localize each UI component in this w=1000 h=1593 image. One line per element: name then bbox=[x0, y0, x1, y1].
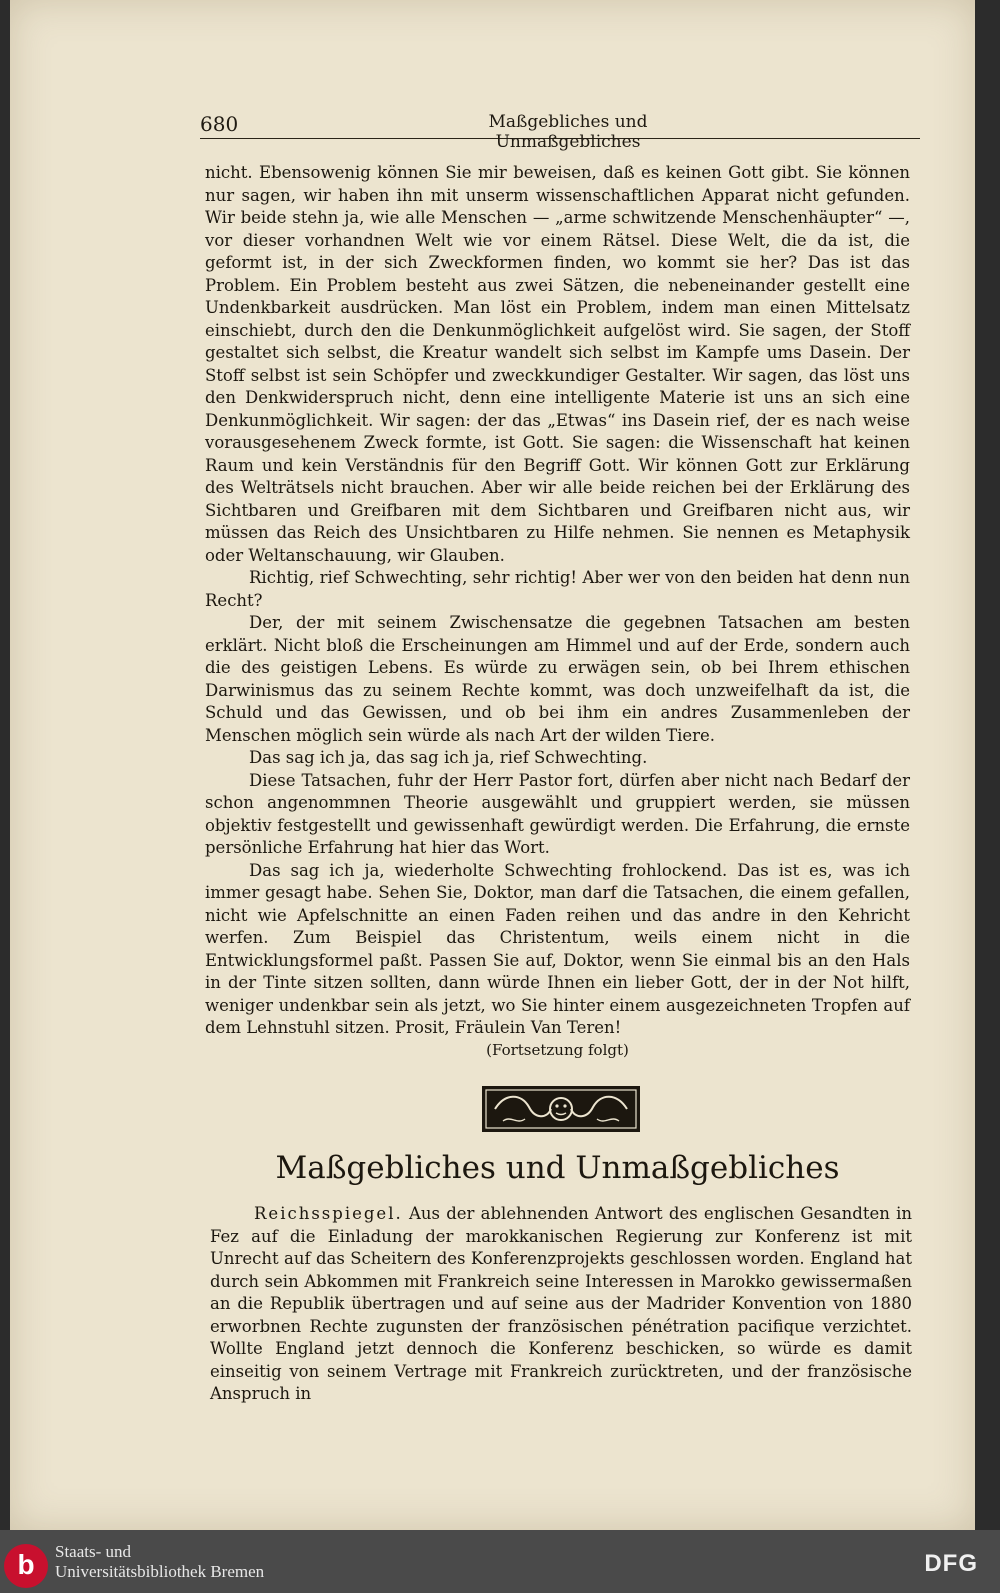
paragraph-2: Richtig, rief Schwechting, sehr richtig! Aber wer von den beiden hat denn nun Recht? bbox=[205, 568, 910, 610]
section-title: Maßgebliches und Unmaßgebliches bbox=[275, 1150, 840, 1186]
dfg-logo[interactable]: DFG bbox=[924, 1550, 978, 1577]
paragraph-5: Diese Tatsachen, fuhr der Herr Pastor fort, dürfen aber nicht nach Bedarf der schon angenommnen Theorie ausgewählt und gruppiert werden, sie müssen objektiv festgestellt und gewissenhaft gewürdigt werden. Die Erfahrung, die ernste persönliche Erfahrung hat hier das Wort. bbox=[205, 770, 910, 857]
viewer-footer bbox=[0, 1530, 1000, 1593]
paragraph-3: Der, der mit seinem Zwischensatze die gegebnen Tatsachen am besten erklärt. Nicht bloß die Erscheinungen am Himmel und auf der Erde, sondern auch die des geistigen Lebens. Es würde zu erwägen sein, ob bei Ihrem ethischen Darwinismus das zu seinem Rechte kommt, was doch unzweifelhaft da ist, die Schuld und das Gewissen, und ob bei ihm ein andres Zusammenleben der Menschen möglich sein würde als nach Art der wilden Tiere. bbox=[205, 613, 910, 745]
institution-line-1: Staats- und bbox=[55, 1542, 132, 1561]
institution-line-2: Universitätsbibliothek Bremen bbox=[55, 1562, 265, 1581]
paragraph-4: Das sag ich ja, das sag ich ja, rief Schwechting. bbox=[249, 748, 648, 767]
continuation-note: (Fortsetzung folgt) bbox=[486, 1041, 629, 1059]
paragraph-6: Das sag ich ja, wiederholte Schwechting frohlockend. Das ist es, was ich immer gesagt habe. Sehen Sie, Doktor, man darf die Tatsachen, die einem gefallen, nicht wie Apfelschnitte an einen Faden reihen und das andre in den Kehricht werfen. Zum Beispiel das Christentum, weils einem nicht in die Entwicklungsformel paßt. Passen Sie auf, Doktor, wenn Sie einmal bis an den Hals in der Tinte sitzen sollten, dann würde Ihnen ein lieber Gott, der in der Not hilft, weniger undenkbar sein als jetzt, wo Sie hinter einem ausgezeichneten Tropfen auf dem Lehnstuhl sitzen. Prosit, Fräulein Van Teren! bbox=[205, 860, 910, 1037]
section-paragraph bbox=[210, 1203, 912, 1406]
section-text: Aus der ablehnenden Antwort des englischen Gesandten in Fez auf die Einladung der marokkanischen Regierung zur Konferenz ist mit Unrecht auf das Scheitern des Konferenzprojekts geschlossen worden. England hat durch sein Abkommen mit Frankreich seine Interessen in Marokko gewissermaßen an die Republik übertragen und auf seine aus der Madrider Konvention von 1880 erworbnen Rechte zugunsten der französischen pénétration pacifique verzichtet. Wollte England jetzt dennoch die Konferenz beschicken, so würde es damit einseitig von seinem Vertrage mit Frankreich zurücktreten, und der französische Anspruch in bbox=[210, 1204, 912, 1403]
lead-word: Reichsspiegel. bbox=[254, 1204, 403, 1223]
running-head bbox=[200, 112, 920, 152]
article-body bbox=[205, 162, 910, 1040]
logo-letter: b bbox=[17, 1549, 35, 1580]
paragraph-1: nicht. Ebensowenig können Sie mir beweisen, daß es keinen Gott gibt. Sie können nur sagen, wir haben ihn mit unserm wissenschaftlichen Apparat nicht gefunden. Wir beide stehn ja, wie alle Menschen — „arme schwitzende Menschenhäupter“ —, vor dieser vorhandnen Welt wie vor einem Rätsel. Diese Welt, die da ist, die geformt ist, in der sich Zweckformen finden, wo kommt sie her? Das ist das Problem. Ein Problem besteht aus zwei Sätzen, die nebeneinander gestellt eine Undenkbarkeit ausdrücken. Man löst ein Problem, indem man einen Mittelsatz einschiebt, durch den die Denkunmöglichkeit aufgelöst wird. Sie sagen, der Stoff gestaltet sich selbst, die Kreatur wandelt sich selbst im Kampfe ums Dasein. Der Stoff selbst ist sein Schöpfer und zweckkundiger Gestalter. Wir sagen, das löst uns den Denkwiderspruch nicht, denn eine intelligente Materie ist uns an sich eine Denkunmöglichkeit. Wir sagen: der das „Etwas“ ins Dasein rief, der es nach weise vorausgesehenem Zweck formte, ist Gott. Sie sagen: die Wissenschaft hat keinen Raum und kein Verständnis für den Begriff Gott. Wir können Gott zur Erklärung des Welträtsels nicht brauchen. Aber wir alle beide reichen bei der Erklärung des Sichtbaren und Greifbaren mit dem Sichtbaren und Greifbaren nicht aus, wir müssen das Reich des Unsichtbaren zu Hilfe nehmen. Sie nennen es Metaphysik oder Weltanschauung, wir Glauben. bbox=[205, 163, 910, 565]
ornament-vignette-icon bbox=[481, 1085, 641, 1133]
page-number: 680 bbox=[200, 112, 239, 136]
section-body bbox=[210, 1203, 912, 1406]
library-logo-icon[interactable] bbox=[4, 1544, 48, 1588]
institution-name[interactable] bbox=[55, 1542, 264, 1582]
running-title: Maßgebliches und Unmaßgebliches bbox=[488, 112, 648, 152]
